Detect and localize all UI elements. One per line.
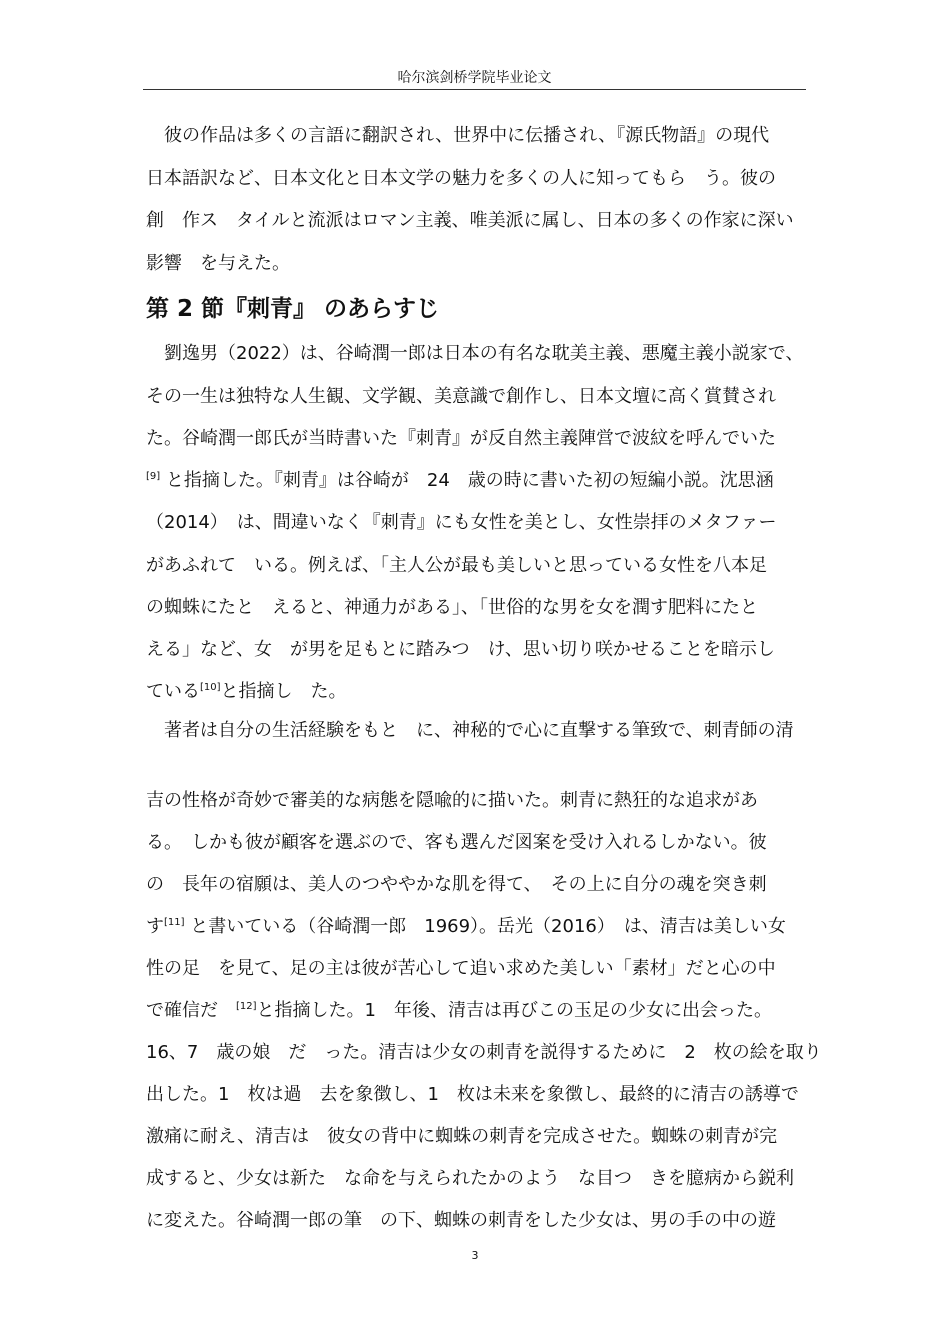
para2-line: 成すると、少女は新た な命を与えられたかのよう な目つ きを臆病から鋭利 (146, 1168, 794, 1189)
para1-line: その一生は独特な人生観、文学観、美意識で創作し、日本文壇に高く賞賛され (146, 386, 776, 407)
para2-line: 激痛に耐え、清吉は 彼女の背中に蜘蛛の刺青を完成させた。蜘蛛の刺青が完 (146, 1126, 778, 1147)
section-heading: 第 2 節『刺青』 のあらすじ (146, 296, 440, 322)
para2-line: す[11] と書いている（谷崎潤一郎 1969）。岳光（2016） は、清吉は美しい女 (146, 916, 786, 937)
para1-line: [9] と指摘した。『刺青』は谷崎が 24 歳の時に書いた初の短編小説。沈思涵 (146, 470, 774, 491)
para2-opening-block: 著者は自分の生活経験をもと に、神秘的で心に直撃する筆致で、刺青師の清 (164, 720, 794, 741)
citation-ref: [10] (200, 682, 221, 693)
para2-line: 性の足 を見て、足の主は彼が苦心して追い求めた美しい「素材」だと心の中 (146, 958, 776, 979)
intro-line: 影響 を与えた。 (146, 253, 290, 274)
para1-line: の蜘蛛にたと えると、神通力がある」、「世俗的な男を女を潤す肥料にたと (146, 597, 758, 618)
intro-line: 日本語訳など、日本文化と日本文学の魅力を多くの人に知ってもら う。彼の (146, 168, 776, 189)
citation-ref: [9] (146, 471, 161, 482)
para1-line: 劉逸男（2022）は、谷崎潤一郎は日本の有名な耽美主義、悪魔主義小説家で、 (146, 343, 804, 364)
para1-line: た。谷崎潤一郎氏が当時書いた『刺青』が反自然主義陣営で波紋を呼んでいた (146, 428, 776, 449)
para2-line: で確信だ [12]と指摘した。1 年後、清吉は再びこの玉足の少女に出会った。 (146, 1000, 772, 1021)
para2-line: 16、7 歳の娘 だ った。清吉は少女の刺青を説得するために 2 枚の絵を取り (146, 1042, 822, 1063)
para1-line: （2014） は、間違いなく『刺青』にも女性を美とし、女性崇拝のメタファー (146, 512, 777, 533)
citation-ref: [12] (236, 1001, 257, 1012)
citation-ref: [11] (164, 917, 185, 928)
para2-line: 出した。1 枚は過 去を象徴し、1 枚は未来を象徴し、最終的に清吉の誘導で (146, 1084, 799, 1105)
page-number: 3 (471, 1249, 479, 1262)
para2-line: の 長年の宿願は、美人のつややかな肌を得て、 その上に自分の魂を突き刺 (146, 874, 767, 895)
para1-line: える」など、女 が男を足もとに踏みつ け、思い切り咲かせることを暗示し (146, 639, 775, 660)
para2-line: 吉の性格が奇妙で審美的な病態を隠喩的に描いた。刺青に熱狂的な追求があ (146, 790, 758, 811)
para1-line: があふれて いる。例えば、「主人公が最も美しいと思っている女性を八本足 (146, 555, 767, 576)
para2-line: る。 しかも彼が顧客を選ぶので、客も選んだ図案を受け入れるしかない。彼 (146, 832, 767, 853)
intro-line: 彼の作品は多くの言語に翻訳され、世界中に伝播され、『源氏物語』の現代 (146, 125, 770, 146)
page-header: 哈尔滨剑桥学院毕业论文 (143, 68, 806, 90)
para2-line: に変えた。谷崎潤一郎の筆 の下、蜘蛛の刺青をした少女は、男の手の中の遊 (146, 1210, 776, 1231)
intro-line: 創 作ス タイルと流派はロマン主義、唯美派に属し、日本の多くの作家に深い (146, 210, 794, 231)
para1-line: ている[10]と指摘し た。 (146, 681, 347, 702)
